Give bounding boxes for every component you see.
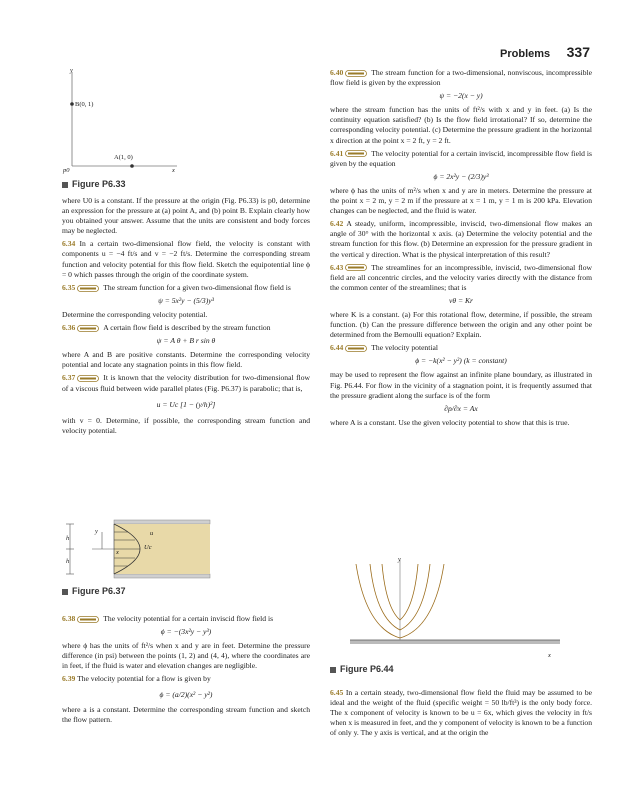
fig637-h2-label: h (66, 558, 70, 565)
web-solution-icon (345, 345, 367, 352)
problem-6-37: 6.37 It is known that the velocity distribution for two-dimensional flow of a viscous fluid between wide parallel plates (Fig. P6.37) is parabolic; that is, (62, 373, 310, 393)
caption-marker (62, 589, 68, 595)
eq-6-44: ϕ = −k(x² − y²) (k = constant) (415, 356, 507, 366)
caption-marker (62, 182, 68, 188)
point-a (130, 164, 134, 168)
section-title: Problems (500, 48, 551, 60)
left-column-top (62, 196, 310, 439)
web-solution-icon (77, 325, 99, 332)
fig637-u-label: u (150, 530, 154, 537)
p633-continuation: where U0 is a constant. If the pressure at the origin (Fig. P6.33) is p0, determine an expression for the pressure at (a) point A, and (b) point B. Explain clearly how you obtained your answer. Assume that the units are consistent and body forces may be neglected. (62, 196, 310, 236)
problem-6-38: 6.38 The velocity potential for a certain inviscid flow field is (62, 614, 274, 623)
fig633-b-label: B(0, 1) (75, 101, 94, 108)
fig637-h1-label: h (66, 535, 70, 542)
p635-after: Determine the corresponding velocity potential. (62, 309, 208, 319)
problem-6-35: 6.35 The stream function for a given two-dimensional flow field is (62, 282, 291, 292)
right-column-top (330, 68, 592, 431)
page-number: 337 (566, 44, 590, 60)
fig633-y-label: y (70, 67, 73, 74)
fig644-x-label: x (548, 652, 551, 659)
fig633-a-label: A(1, 0) (114, 154, 133, 161)
fig644-y-label: y (398, 556, 401, 563)
right-column-bottom (330, 688, 592, 741)
page-header (500, 44, 590, 62)
p637-after: with v = 0. Determine, if possible, the corresponding stream function and velocity potential. (62, 415, 310, 435)
figure-p637 (62, 516, 212, 582)
problem-6-40: 6.40 The stream function for a two-dimensional, nonviscous, incompressible flow field is given by the expression (330, 68, 592, 88)
problem-6-42: 6.42 A steady, uniform, incompressible, inviscid, two-dimensional flow makes an angle of 30° with the horizontal x axis. (a) Determine the velocity potential and the stream function for this flow. (b) Determine an expression for the pressure gradient in the vertical y direction. What is the physical interpretation of this result? (330, 219, 592, 259)
p644-after: may be used to represent the flow against an infinite plane boundary, as illustrated in Fig. P6.44. For flow in the vicinity of a stagnation point, it is frequently assumed that the pressure gradient along the surface is of the form (330, 370, 592, 400)
p641-after: where ϕ has the units of m²/s when x and y are in meters. Determine the pressure at the point x = 2 m, y = 2 m if the pressure at x = 1 m, y = 1 m is 200 kPa. Elevation changes can be neglected, and the fluid is water. (330, 185, 592, 216)
fig633-p0-label: p0 (63, 167, 70, 174)
eq-6-44-gradient: ∂p/∂x = Ax (444, 403, 478, 413)
eq-6-35: ψ = 5x²y − (5/3)y³ (158, 295, 214, 305)
p640-after: where the stream function has the units of ft²/s with x and y in feet. (a) Is the continuity equation satisfied? (b) Is the flow field irrotational? If so, determine the corresponding velocity potential. (c) Determine the pressure gradient in the horizontal x direction at the point x = 2 ft, y = 2 ft. (330, 105, 592, 145)
fig637-x-label: x (116, 549, 119, 556)
figure-p644-caption: Figure P6.44 (330, 664, 394, 674)
figure-p644 (346, 558, 566, 650)
eq-6-39: ϕ = (a/2)(x² − y²) (159, 689, 213, 699)
web-solution-icon (345, 70, 367, 77)
p644-after2: where A is a constant. Use the given velocity potential to show that this is true. (330, 417, 570, 427)
left-column-bottom (62, 614, 310, 728)
eq-6-41: ϕ = 2x²y − (2/3)y³ (433, 171, 489, 181)
problem-6-34: 6.34 In a certain two-dimensional flow field, the velocity is constant with components u = −4 ft/s and v = −2 ft/s. Determine the corresponding stream function and velocity potential for this flow field. Sketch the equipotential line ϕ = 0 which passes through the origin of the coordinate system. (62, 239, 310, 279)
eq-6-37: u = Uc [1 − (y/h)²] (156, 399, 216, 409)
problem-6-39: 6.39 The velocity potential for a flow is given by (62, 674, 211, 684)
problem-6-41: 6.41 The velocity potential for a certain inviscid, incompressible flow field is given by the equation (330, 148, 592, 168)
problem-6-43: 6.43 The streamlines for an incompressible, inviscid, two-dimensional flow field are all concentric circles, and the velocity varies directly with the distance from the common center of the streamlines; that is (330, 262, 592, 292)
point-b (70, 102, 74, 106)
p638-after: where ϕ has the units of ft²/s when x and y are in feet. Determine the pressure difference (in psi) between the points (1, 2) and (4, 4), where the coordinates are in feet, if the fluid is water and elevation changes are negligible. (62, 641, 310, 671)
problem-6-45: 6.45 In a certain steady, two-dimensional flow field the fluid may be assumed to be ideal and the weight of the fluid (specific weight = 50 lb/ft³) is the only body force. The x component of velocity is known to be u = 6x, which gives the velocity in ft/s when x is measured in feet, and the y component of velocity is known to be a function of only y. The y axis is vertical, and at the origin the (330, 688, 592, 738)
eq-6-43: vθ = Kr (448, 295, 474, 305)
eq-6-40: ψ = −2(x − y) (439, 91, 483, 101)
fig637-uc-label: Uc (144, 544, 152, 551)
figure-p633-caption: Figure P6.33 (62, 179, 126, 189)
p643-after: where K is a constant. (a) For this rotational flow, determine, if possible, the stream function. (b) Can the pressure difference between the origin and any other point be determined from the Bernoulli equation? Explain. (330, 309, 592, 340)
figure-p633 (62, 66, 312, 178)
fig633-x-label: x (172, 167, 175, 174)
figure-p637-caption: Figure P6.37 (62, 586, 126, 596)
web-solution-icon (77, 375, 99, 382)
p636-after: where A and B are positive constants. Determine the corresponding velocity potential and locate any stagnation points in this flow field. (62, 350, 310, 370)
web-solution-icon (345, 150, 367, 157)
caption-marker (330, 667, 336, 673)
web-solution-icon (77, 285, 99, 292)
eq-6-38: ϕ = −(3x²y − y³) (160, 627, 212, 637)
web-solution-icon (345, 264, 367, 271)
p639-after: where a is a constant. Determine the corresponding stream function and sketch the flow pattern. (62, 704, 310, 724)
web-solution-icon (77, 616, 99, 623)
problem-6-44: 6.44 The velocity potential (330, 343, 438, 353)
fig637-y-label: y (95, 528, 98, 535)
problem-6-36: 6.36 A certain flow field is described by the stream function (62, 323, 271, 333)
eq-6-36: ψ = A θ + B r sin θ (156, 336, 216, 346)
